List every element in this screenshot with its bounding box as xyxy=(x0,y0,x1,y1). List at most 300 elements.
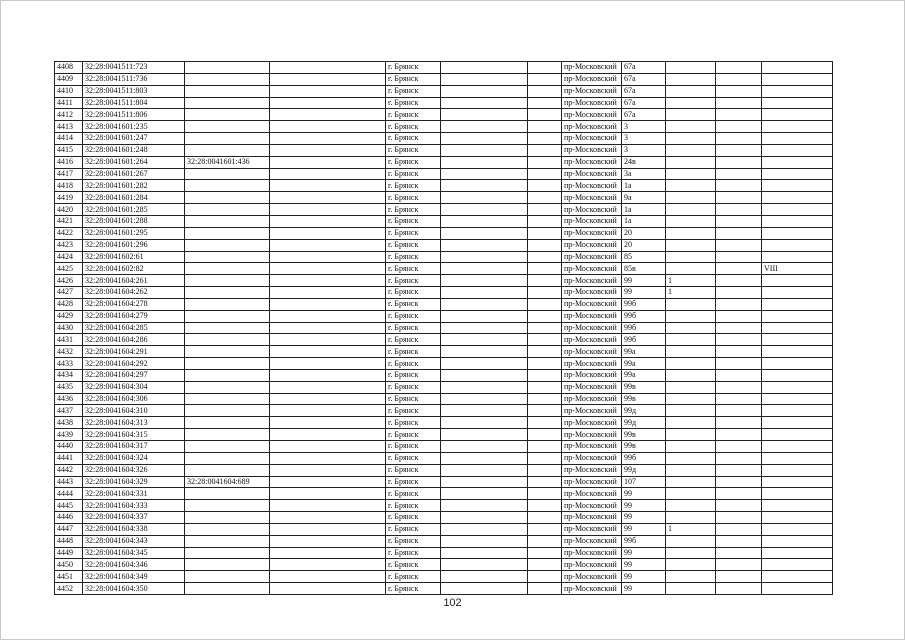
cell-extra4 xyxy=(762,204,833,216)
cell-cadastral: 32:28:0041604:306 xyxy=(83,393,185,405)
cell-num: 4446 xyxy=(55,512,83,524)
cell-extra4 xyxy=(762,464,833,476)
cell-extra1 xyxy=(666,251,716,263)
cell-empty xyxy=(441,263,528,275)
cell-house: 99в xyxy=(622,441,666,453)
cell-extra4 xyxy=(762,180,833,192)
table-row xyxy=(55,512,833,524)
cell-city: г. Брянск xyxy=(386,393,441,405)
cell-empty xyxy=(270,85,386,97)
cell-num: 4438 xyxy=(55,417,83,429)
cell-cadastral: 32:28:0041511:736 xyxy=(83,73,185,85)
cell-extra2 xyxy=(716,156,762,168)
cell-empty xyxy=(528,381,562,393)
cell-prev xyxy=(185,310,270,322)
cell-extra1 xyxy=(666,227,716,239)
cell-num: 4420 xyxy=(55,204,83,216)
cell-num: 4411 xyxy=(55,97,83,109)
cell-empty xyxy=(441,73,528,85)
table-row xyxy=(55,97,833,109)
cell-empty xyxy=(528,512,562,524)
cell-num: 4452 xyxy=(55,583,83,595)
cell-extra2 xyxy=(716,192,762,204)
cell-cadastral: 32:28:0041511:806 xyxy=(83,109,185,121)
cell-empty xyxy=(528,358,562,370)
cell-extra1 xyxy=(666,109,716,121)
cell-street: пр-Московский xyxy=(562,251,622,263)
cell-empty xyxy=(441,358,528,370)
cell-empty xyxy=(441,156,528,168)
cell-city: г. Брянск xyxy=(386,358,441,370)
cell-city: г. Брянск xyxy=(386,441,441,453)
cell-num: 4442 xyxy=(55,464,83,476)
cell-prev xyxy=(185,559,270,571)
cell-extra1 xyxy=(666,168,716,180)
cell-street: пр-Московский xyxy=(562,441,622,453)
cell-empty xyxy=(270,452,386,464)
cell-cadastral: 32:28:0041604:326 xyxy=(83,464,185,476)
cell-cadastral: 32:28:0041604:324 xyxy=(83,452,185,464)
cell-empty xyxy=(441,452,528,464)
cell-city: г. Брянск xyxy=(386,239,441,251)
cell-num: 4443 xyxy=(55,476,83,488)
cell-city: г. Брянск xyxy=(386,144,441,156)
cell-extra1 xyxy=(666,97,716,109)
cell-cadastral: 32:28:0041604:297 xyxy=(83,369,185,381)
cell-num: 4416 xyxy=(55,156,83,168)
cell-street: пр-Московский xyxy=(562,310,622,322)
cell-street: пр-Московский xyxy=(562,144,622,156)
cell-prev xyxy=(185,275,270,287)
cell-cadastral: 32:28:0041601:285 xyxy=(83,204,185,216)
cell-cadastral: 32:28:0041604:292 xyxy=(83,358,185,370)
cell-house: 99а xyxy=(622,346,666,358)
cell-house: 67а xyxy=(622,62,666,74)
cell-extra1: 1 xyxy=(666,287,716,299)
cell-num: 4415 xyxy=(55,144,83,156)
cell-house: 99а xyxy=(622,358,666,370)
cell-extra4 xyxy=(762,476,833,488)
cell-prev xyxy=(185,192,270,204)
cell-prev xyxy=(185,180,270,192)
cell-street: пр-Московский xyxy=(562,62,622,74)
cell-empty xyxy=(270,73,386,85)
cell-num: 4447 xyxy=(55,523,83,535)
cell-city: г. Брянск xyxy=(386,417,441,429)
cell-prev xyxy=(185,583,270,595)
cell-street: пр-Московский xyxy=(562,322,622,334)
cell-empty xyxy=(528,156,562,168)
cell-empty xyxy=(528,559,562,571)
cell-cadastral: 32:28:0041604:317 xyxy=(83,441,185,453)
cell-extra2 xyxy=(716,369,762,381)
cell-house: 99а xyxy=(622,369,666,381)
cell-street: пр-Московский xyxy=(562,512,622,524)
cell-prev: 32:28:0041601:436 xyxy=(185,156,270,168)
cell-empty xyxy=(270,429,386,441)
table-row xyxy=(55,393,833,405)
cell-cadastral: 32:28:0041601:235 xyxy=(83,121,185,133)
cell-city: г. Брянск xyxy=(386,97,441,109)
cell-empty xyxy=(441,571,528,583)
cell-empty xyxy=(528,192,562,204)
cell-prev xyxy=(185,287,270,299)
cell-empty xyxy=(528,393,562,405)
cell-empty xyxy=(441,251,528,263)
cell-street: пр-Московский xyxy=(562,417,622,429)
table-row xyxy=(55,571,833,583)
cell-empty xyxy=(441,523,528,535)
cell-street: пр-Московский xyxy=(562,156,622,168)
table-row xyxy=(55,227,833,239)
cell-empty xyxy=(270,215,386,227)
cell-street: пр-Московский xyxy=(562,346,622,358)
cell-cadastral: 32:28:0041604:349 xyxy=(83,571,185,583)
table-row xyxy=(55,121,833,133)
table-row xyxy=(55,358,833,370)
cell-street: пр-Московский xyxy=(562,298,622,310)
table-row xyxy=(55,298,833,310)
table-row xyxy=(55,62,833,74)
cell-empty xyxy=(528,369,562,381)
cell-extra2 xyxy=(716,275,762,287)
cell-empty xyxy=(441,215,528,227)
cell-extra4 xyxy=(762,500,833,512)
cell-house: 67а xyxy=(622,85,666,97)
cell-cadastral: 32:28:0041604:346 xyxy=(83,559,185,571)
cell-empty xyxy=(270,97,386,109)
cell-extra2 xyxy=(716,239,762,251)
cell-cadastral: 32:28:0041604:337 xyxy=(83,512,185,524)
cell-street: пр-Московский xyxy=(562,275,622,287)
cell-cadastral: 32:28:0041601:248 xyxy=(83,144,185,156)
table-row xyxy=(55,523,833,535)
cell-extra1 xyxy=(666,512,716,524)
cell-extra4 xyxy=(762,215,833,227)
cell-extra1 xyxy=(666,429,716,441)
cell-empty xyxy=(441,476,528,488)
cell-cadastral: 32:28:0041604:291 xyxy=(83,346,185,358)
cell-prev xyxy=(185,251,270,263)
cell-extra1: 1 xyxy=(666,523,716,535)
cell-empty xyxy=(270,310,386,322)
cell-extra4 xyxy=(762,287,833,299)
table-row xyxy=(55,405,833,417)
cell-street: пр-Московский xyxy=(562,227,622,239)
cell-city: г. Брянск xyxy=(386,429,441,441)
cell-extra4 xyxy=(762,251,833,263)
cell-empty xyxy=(528,441,562,453)
cell-cadastral: 32:28:0041604:333 xyxy=(83,500,185,512)
cell-empty xyxy=(270,334,386,346)
cell-empty xyxy=(441,464,528,476)
cell-city: г. Брянск xyxy=(386,405,441,417)
cell-extra4 xyxy=(762,452,833,464)
cell-empty xyxy=(270,523,386,535)
cell-extra2 xyxy=(716,346,762,358)
cell-empty xyxy=(528,429,562,441)
cell-empty xyxy=(528,535,562,547)
cell-extra2 xyxy=(716,500,762,512)
table-row xyxy=(55,85,833,97)
cell-prev xyxy=(185,405,270,417)
cell-street: пр-Московский xyxy=(562,452,622,464)
cell-empty xyxy=(441,417,528,429)
cell-empty xyxy=(270,204,386,216)
cell-street: пр-Московский xyxy=(562,535,622,547)
cell-house: 99 xyxy=(622,488,666,500)
cell-extra1 xyxy=(666,192,716,204)
cell-city: г. Брянск xyxy=(386,204,441,216)
cell-extra2 xyxy=(716,452,762,464)
cell-prev xyxy=(185,417,270,429)
cell-extra1 xyxy=(666,452,716,464)
cell-empty xyxy=(441,429,528,441)
cell-prev xyxy=(185,121,270,133)
cell-city: г. Брянск xyxy=(386,512,441,524)
cell-empty xyxy=(270,251,386,263)
cell-extra1 xyxy=(666,62,716,74)
cell-empty xyxy=(441,500,528,512)
cell-house: 1а xyxy=(622,215,666,227)
cell-street: пр-Московский xyxy=(562,73,622,85)
cell-num: 4434 xyxy=(55,369,83,381)
cell-street: пр-Московский xyxy=(562,381,622,393)
cell-extra2 xyxy=(716,358,762,370)
cell-city: г. Брянск xyxy=(386,180,441,192)
cell-city: г. Брянск xyxy=(386,168,441,180)
cell-extra4 xyxy=(762,381,833,393)
table-row xyxy=(55,168,833,180)
cell-extra2 xyxy=(716,215,762,227)
cell-extra4 xyxy=(762,346,833,358)
cell-empty xyxy=(528,405,562,417)
table-row xyxy=(55,251,833,263)
cell-extra2 xyxy=(716,322,762,334)
cell-empty xyxy=(270,488,386,500)
cell-extra4 xyxy=(762,583,833,595)
cell-extra4 xyxy=(762,97,833,109)
cell-empty xyxy=(441,547,528,559)
table-row xyxy=(55,215,833,227)
cell-cadastral: 32:28:0041601:264 xyxy=(83,156,185,168)
cell-empty xyxy=(528,500,562,512)
cell-extra4 xyxy=(762,310,833,322)
cell-empty xyxy=(441,133,528,145)
cell-cadastral: 32:28:0041601:267 xyxy=(83,168,185,180)
cell-cadastral: 32:28:0041604:262 xyxy=(83,287,185,299)
cell-street: пр-Московский xyxy=(562,263,622,275)
cell-empty xyxy=(528,133,562,145)
cell-city: г. Брянск xyxy=(386,583,441,595)
cell-prev xyxy=(185,441,270,453)
table-row xyxy=(55,464,833,476)
cell-house: 3 xyxy=(622,144,666,156)
cell-empty xyxy=(441,204,528,216)
cell-empty xyxy=(441,168,528,180)
cell-empty xyxy=(270,583,386,595)
cell-extra1 xyxy=(666,381,716,393)
cell-house: 1а xyxy=(622,180,666,192)
cell-num: 4449 xyxy=(55,547,83,559)
cell-house: 99 xyxy=(622,275,666,287)
cell-house: 67а xyxy=(622,97,666,109)
cell-prev xyxy=(185,452,270,464)
cell-empty xyxy=(528,298,562,310)
cell-num: 4444 xyxy=(55,488,83,500)
cell-house: 99д xyxy=(622,464,666,476)
table-row xyxy=(55,488,833,500)
cell-house: 3 xyxy=(622,133,666,145)
cell-extra1 xyxy=(666,405,716,417)
cell-extra2 xyxy=(716,417,762,429)
cell-prev xyxy=(185,168,270,180)
cell-city: г. Брянск xyxy=(386,535,441,547)
cell-empty xyxy=(528,310,562,322)
cell-city: г. Брянск xyxy=(386,192,441,204)
cell-house: 99б xyxy=(622,322,666,334)
cell-house: 99 xyxy=(622,559,666,571)
cell-prev xyxy=(185,334,270,346)
cell-empty xyxy=(528,346,562,358)
table-row xyxy=(55,476,833,488)
cell-cadastral: 32:28:0041604:285 xyxy=(83,322,185,334)
table-row xyxy=(55,334,833,346)
cell-extra2 xyxy=(716,97,762,109)
cell-cadastral: 32:28:0041604:343 xyxy=(83,535,185,547)
cell-empty xyxy=(528,523,562,535)
cell-street: пр-Московский xyxy=(562,204,622,216)
cell-extra4 xyxy=(762,322,833,334)
table-row xyxy=(55,452,833,464)
cell-city: г. Брянск xyxy=(386,322,441,334)
cell-extra4 xyxy=(762,192,833,204)
cell-city: г. Брянск xyxy=(386,215,441,227)
table-row xyxy=(55,322,833,334)
cell-cadastral: 32:28:0041604:278 xyxy=(83,298,185,310)
table-row xyxy=(55,429,833,441)
cell-extra1 xyxy=(666,358,716,370)
cell-extra1 xyxy=(666,488,716,500)
cell-empty xyxy=(441,227,528,239)
cell-extra4 xyxy=(762,429,833,441)
cell-num: 4429 xyxy=(55,310,83,322)
cell-extra1 xyxy=(666,73,716,85)
cell-empty xyxy=(270,512,386,524)
cell-empty xyxy=(441,85,528,97)
cell-prev xyxy=(185,322,270,334)
cell-extra4 xyxy=(762,535,833,547)
cell-num: 4450 xyxy=(55,559,83,571)
table-row xyxy=(55,500,833,512)
cell-extra1 xyxy=(666,476,716,488)
cell-empty xyxy=(270,476,386,488)
table-row xyxy=(55,346,833,358)
cell-house: 99в xyxy=(622,393,666,405)
cell-house: 99 xyxy=(622,287,666,299)
cell-empty xyxy=(270,417,386,429)
cell-extra4 xyxy=(762,547,833,559)
cell-cadastral: 32:28:0041604:261 xyxy=(83,275,185,287)
cell-extra4 xyxy=(762,109,833,121)
cell-empty xyxy=(528,476,562,488)
cell-city: г. Брянск xyxy=(386,334,441,346)
cell-extra2 xyxy=(716,512,762,524)
cell-extra1 xyxy=(666,180,716,192)
cell-extra1 xyxy=(666,547,716,559)
cell-extra4 xyxy=(762,168,833,180)
cell-empty xyxy=(270,559,386,571)
cell-extra1 xyxy=(666,559,716,571)
cell-street: пр-Московский xyxy=(562,239,622,251)
cell-extra1 xyxy=(666,204,716,216)
cell-city: г. Брянск xyxy=(386,73,441,85)
cell-city: г. Брянск xyxy=(386,227,441,239)
cell-cadastral: 32:28:0041604:338 xyxy=(83,523,185,535)
cell-empty xyxy=(441,121,528,133)
cell-extra2 xyxy=(716,476,762,488)
table-row xyxy=(55,547,833,559)
cell-cadastral: 32:28:0041604:329 xyxy=(83,476,185,488)
cell-empty xyxy=(270,144,386,156)
cell-extra2 xyxy=(716,429,762,441)
table-row xyxy=(55,73,833,85)
cell-num: 4432 xyxy=(55,346,83,358)
cell-street: пр-Московский xyxy=(562,192,622,204)
cell-cadastral: 32:28:0041604:315 xyxy=(83,429,185,441)
cell-prev xyxy=(185,85,270,97)
cell-house: 99 xyxy=(622,500,666,512)
cell-city: г. Брянск xyxy=(386,287,441,299)
cell-city: г. Брянск xyxy=(386,85,441,97)
table-row xyxy=(55,239,833,251)
cell-empty xyxy=(528,464,562,476)
cell-num: 4423 xyxy=(55,239,83,251)
cell-extra2 xyxy=(716,547,762,559)
cell-extra4 xyxy=(762,358,833,370)
cell-extra2 xyxy=(716,251,762,263)
cell-empty xyxy=(270,369,386,381)
cell-street: пр-Московский xyxy=(562,571,622,583)
cell-empty xyxy=(441,97,528,109)
cell-empty xyxy=(441,192,528,204)
cell-extra1 xyxy=(666,369,716,381)
cell-city: г. Брянск xyxy=(386,500,441,512)
table-row xyxy=(55,180,833,192)
cell-extra4 xyxy=(762,133,833,145)
cell-extra4 xyxy=(762,239,833,251)
cell-house: 85 xyxy=(622,251,666,263)
cell-empty xyxy=(270,464,386,476)
cell-prev: 32:28:0041604:689 xyxy=(185,476,270,488)
cell-empty xyxy=(270,156,386,168)
cell-empty xyxy=(528,144,562,156)
table-row xyxy=(55,156,833,168)
table-row xyxy=(55,287,833,299)
cell-num: 4413 xyxy=(55,121,83,133)
cell-empty xyxy=(528,547,562,559)
cell-street: пр-Московский xyxy=(562,429,622,441)
cell-empty xyxy=(441,322,528,334)
cell-extra1 xyxy=(666,133,716,145)
cell-empty xyxy=(441,275,528,287)
cell-house: 99б xyxy=(622,334,666,346)
cell-house: 67а xyxy=(622,73,666,85)
cell-num: 4417 xyxy=(55,168,83,180)
cell-city: г. Брянск xyxy=(386,133,441,145)
cell-empty xyxy=(270,227,386,239)
cell-extra1 xyxy=(666,144,716,156)
